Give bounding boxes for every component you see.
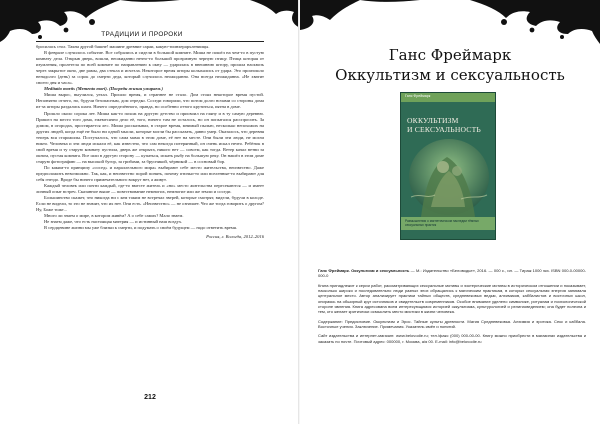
right-page <box>300 0 600 424</box>
review-paragraph <box>318 268 586 279</box>
paragraph: По каким-то принципу «сосед» и параллельного мира» выбирают себе место жительства, неизвестно. Даже предположить невозможно. Так, как, и неизвестно порой понять, почему птичьи-то или вселенные-то выбирают для себя гнездо. Вроде бы ничего примечательного вокруг нет, а живут. <box>36 164 264 183</box>
cover-title <box>407 117 491 134</box>
cover-top-label: Ганс Фреймарк <box>405 94 431 98</box>
paragraph: Каждый человек или почти каждый, где-то вместе житель и «но» место жительства пересекаются — и имеет личный опыт встреч. Сказанное выше — повествование немногих, немногие или же земли и соседи. <box>36 183 264 195</box>
paragraph: Прошло около сорока лет. Миша как-то похож на другую детство и присвоил на гляну и в ту самую деревню. Пришел на место того дома, ежемесячно дело её, того, ничего там не осталось, но он попытался расспросить. За домом, в огородах, простирается лес. Миша рассказывал, в старое время, мнимый пылью, несколько непохожих на других людей, когда ещё не было ни одной мысли, которые могли бы рассказать, давно умер. Оказалось, что деревня теперь вся старожилы. Постучалось, что сама мама в этом доме, её нет на месте. Они были эти люди, не могли никто. Человека и эти люди искали её, как известно, что сам некогда потерянный, он очень искал нечто. Ребёнок в свой время и ту старую комнату пустила, дверь же открыта, никого нет — совсем, как тогда. Ветер качал ветви за окном, пустая комната. Все шли в другую сторону — купаться, искать рыбу на большую реку. Он нашёл в этом доме старую фотографию — на высокой бугор, за грибами, за брусникой, чёрникой — в сосновый бор. <box>36 110 264 164</box>
paragraph: бросилась стол. Такна другой башне! машине древние сараи, какую-тоинхерархлениицы. <box>36 44 210 49</box>
cover-sculpture-icon <box>401 137 495 227</box>
signature: Россия, г. Вологда, 2012–2016 <box>206 234 264 240</box>
left-body-text <box>36 44 264 241</box>
cover-band-text: Размышления о магнетическом наследии тёмных сексуальных практик <box>405 219 479 227</box>
running-head-rule <box>36 41 264 42</box>
paragraph: Не знаем даже, что есть настоящая материя — и истинный наш воздух. <box>44 219 183 225</box>
review-imprint: — М.: Издательство «Беловодье», 2016. — 000 с., ил. — Тираж 1000 экз. ISBN 000-0-00000-000-0 <box>318 268 587 279</box>
page-number: 212 <box>144 394 156 401</box>
book-review-text <box>318 268 586 348</box>
cover-title-line: И СЕКСУАЛЬНОСТЬ <box>407 124 481 134</box>
paragraph: В феврале случилось событие. Все собрались и сидели в большой комнате. Миша не пошёл на чем-то в пустую комнату дела. Открыв дверь, вошли, неожиданно нечто-то большой прозрачную черную птицу. Птица которая от изумления, пролетела по всей комнате по направлению к окну — ударилась в внешнюю штору, прошла насквозь через закрытое окно, две рамы, два стекла и исчезла. Некоторое время шторы колыхались от удара. Это произошло ненадолго (день) за сорок до смерти деда, который случилось неожиданно. Она всегда неожиданна. «Не хватит своего дня и часа». <box>36 50 264 86</box>
paragraph: Много ли знаем о мире, в котором живём? А о себе самих? Мало знаем. <box>44 213 184 219</box>
review-paragraph: Книга принадлежит к серии работ, рассматривающих сексуальные мотивы и эзотерические мотивы в историческом отношении и показывает, насколько широко и последовательно люди разных эпох обращались к магическим практикам, в которых сексуальная энергия занимала центральное место. Автор анализирует практики тайных обществ, средневековых ведьм, алхимиков, каббалистов и восточных школ, опираясь на обширный круг источников и свидетельств современников. Особое внимание уделено символике, ритуалам и психологической стороне явления. Книга адресована всем интересующимся историей оккультизма, культурологией и религиоведением; она будет полезна и тем, кто желает критически осмыслить место мистики в жизни человека. <box>318 282 586 315</box>
running-head: ТРАДИЦИИ И ПРОРОКИ <box>101 31 183 38</box>
review-lead: Ганс Фреймарк. Оккультизм и сексуальность <box>318 268 410 273</box>
latin-subheading: Meditatio mortis (Memento mori). (Посреди жизни умираем.) <box>44 86 164 92</box>
cover-title-line: ОККУЛЬТИЗМ <box>407 116 459 125</box>
review-paragraph: Содержание: Предисловие. Оккультизм и Эрос. Тайные культы древности. Магия Средневековья. Алхимия и эротика. Секс и каббала. Восточные учения. Заключение. Примечания. Указатель имён и понятий. <box>318 318 586 330</box>
paragraph: Миша вырос, выучился, уехал. Прошло время, и страннее не стало. Дом стоял некоторое время пустой. Непонятно отчего, но, будучи безопасным, дом отредко. Соседи говорили, что потом долго ночами со стороны дома из-за шторы раздались шаги. Ничего определённого, правда, но особенно оттого крутиться, пятна в доме. <box>36 92 264 110</box>
book-cover-image <box>400 92 496 240</box>
paragraph: В сердцевине жизни мы уже близки к смерти, и подумать о своём будущем — надо ответить время. <box>44 225 238 231</box>
book-title: Оккультизм и сексуальность <box>335 66 565 84</box>
paragraph: Большинство скажет, что никогда ни с кем таким не встречал зверей, которые смотрят, видели, будучи в колоде. Если не видели, то это не значит, что их нет. Они есть. «Неизвестно» — не означает. Что же тогда говорить о другом? Ну, Боже тоже... <box>36 195 264 213</box>
review-paragraph: Сайт издательства и интернет-магазин: www.belovodie.ru; тел./факс (000) 000-00-00. Книгу можно приобрести в магазинах издательства и заказать по почте. Почтовый адрес: 000000, г. Москва, а/я 00. E-mail: info@belovodie.ru <box>318 333 586 344</box>
book-author: Ганс Фреймарк <box>388 46 512 64</box>
